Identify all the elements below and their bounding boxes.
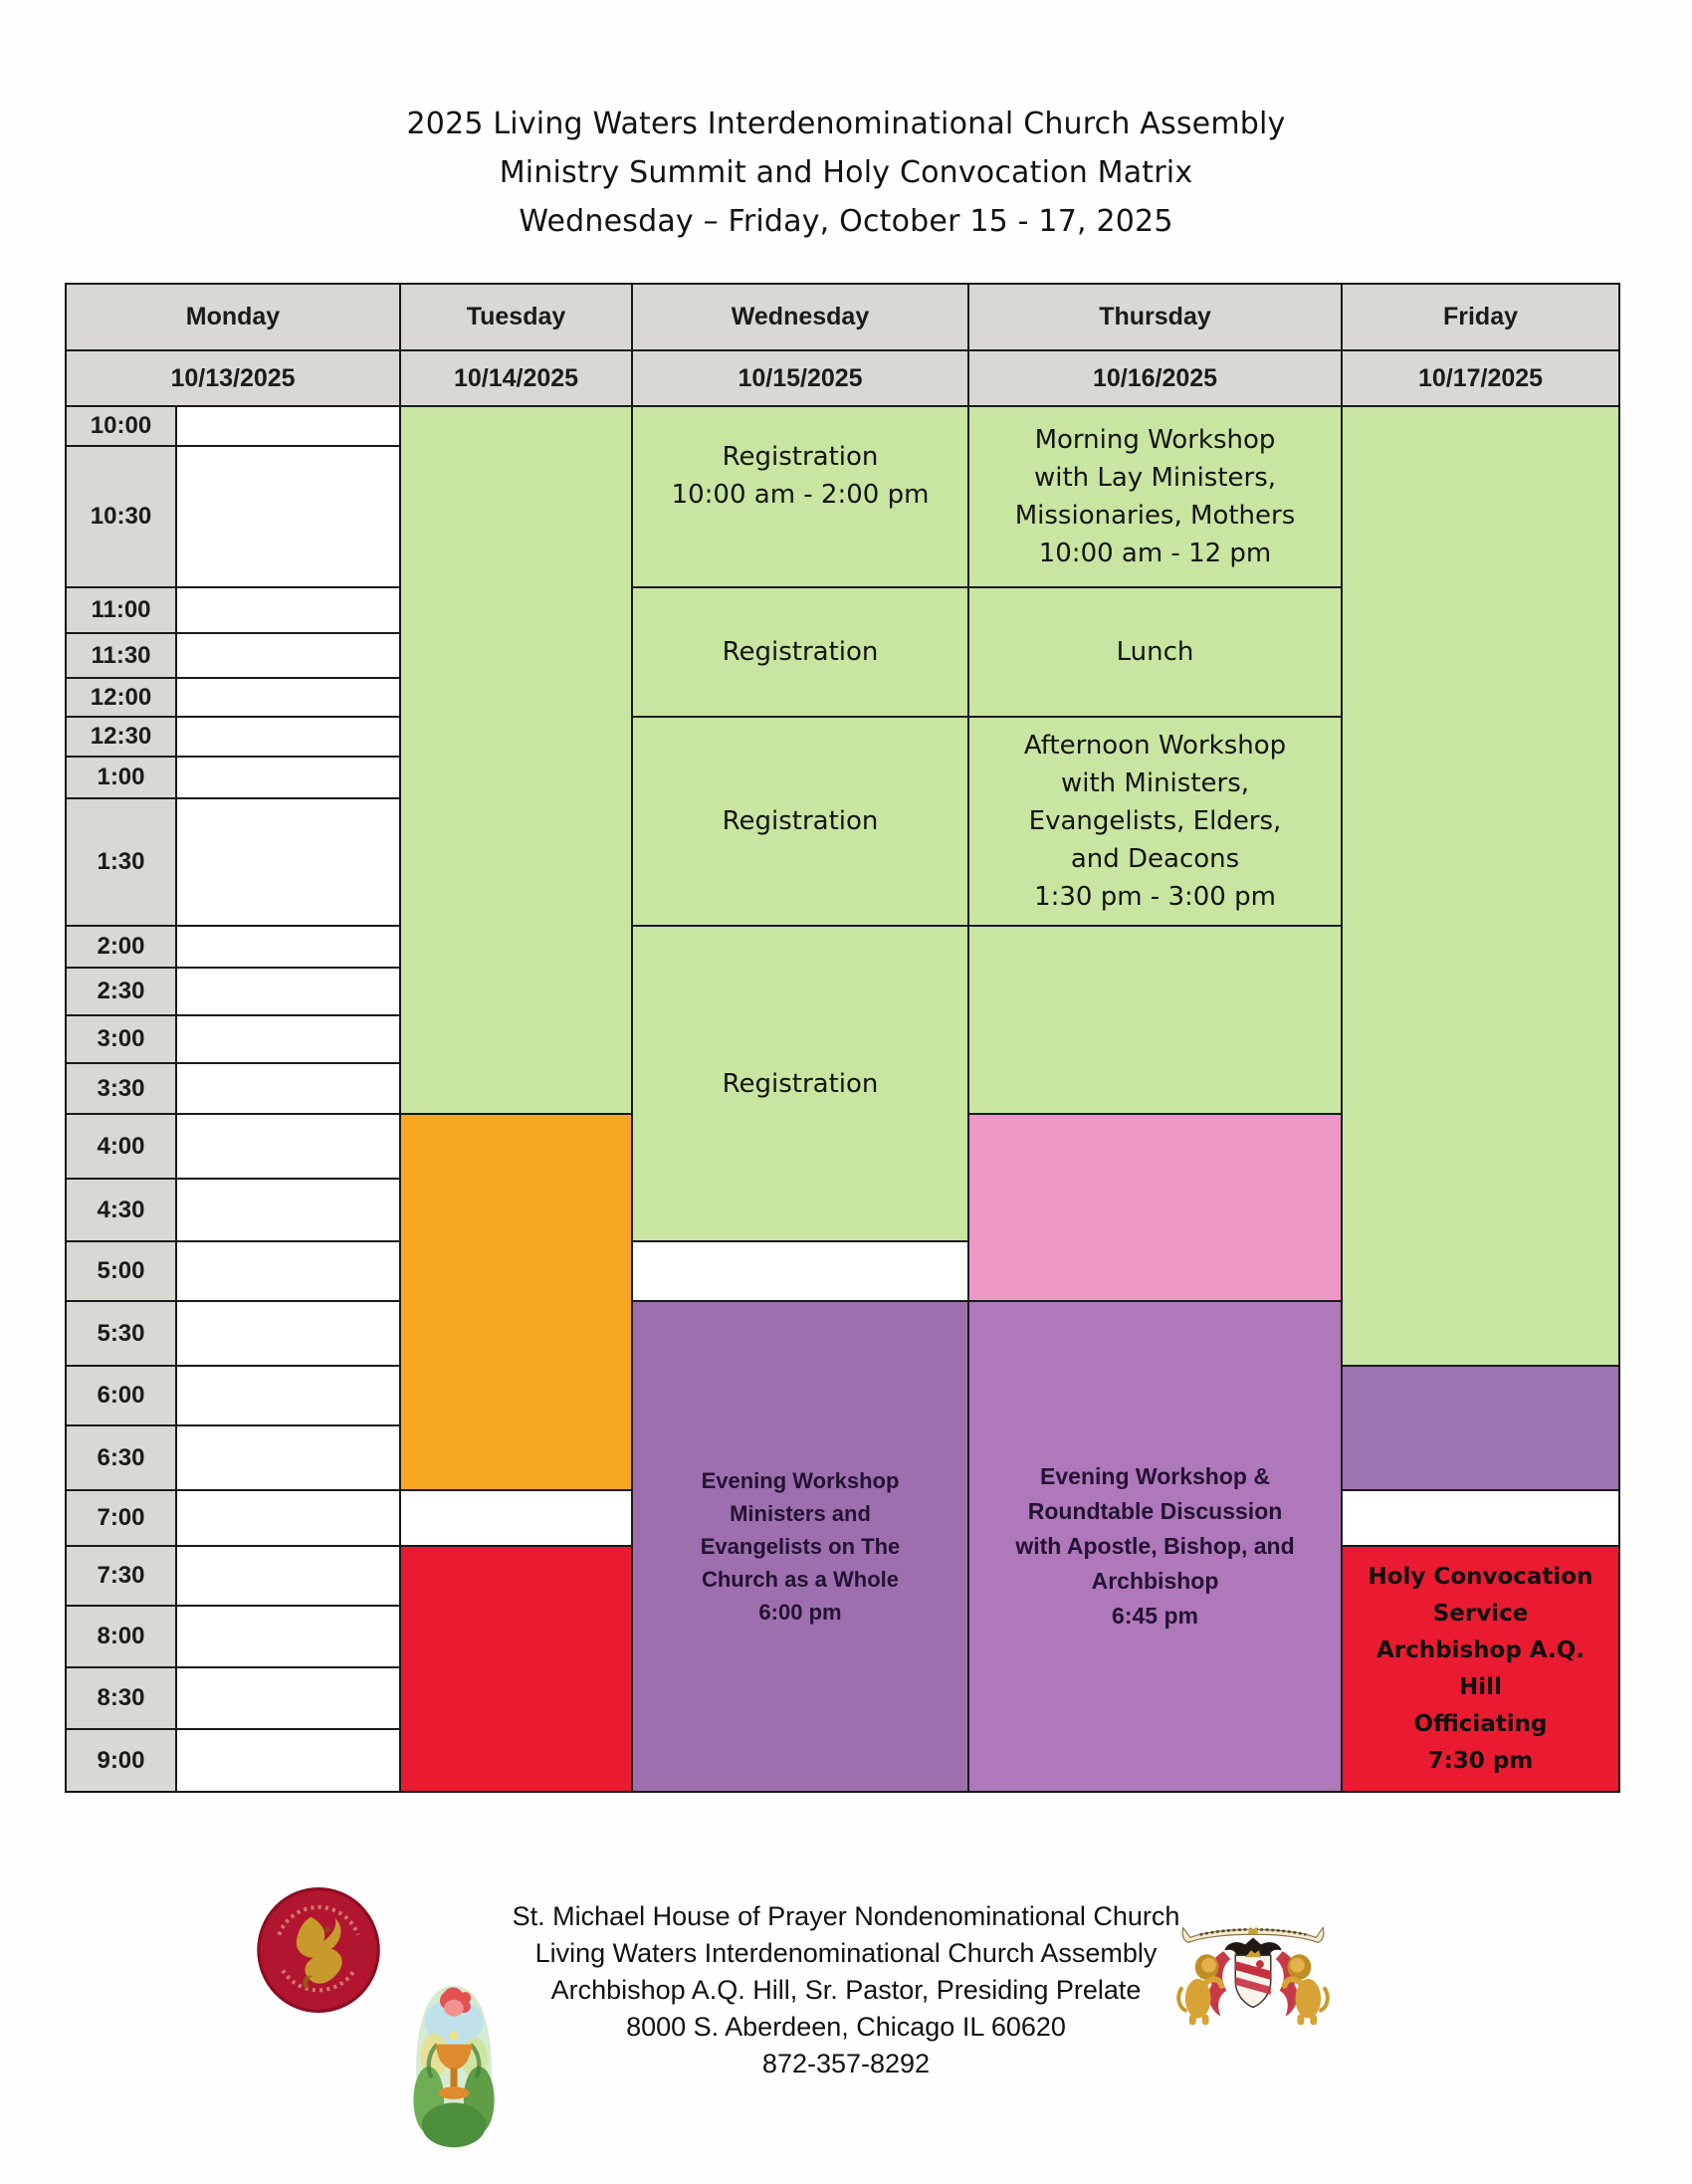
event-thursday-lunch — [968, 587, 1342, 717]
tuesday-gap-cell — [400, 1490, 632, 1546]
date-cell-thursday: 10/16/2025 — [968, 350, 1342, 406]
time-label: 11:30 — [66, 633, 176, 678]
time-label: 8:00 — [66, 1606, 176, 1667]
time-label: 10:30 — [66, 446, 176, 587]
monday-empty-cell — [176, 968, 400, 1015]
time-label: 7:00 — [66, 1490, 176, 1546]
footer-line: Archbishop A.Q. Hill, Sr. Pastor, Presiding Prelate — [550, 1975, 1142, 2005]
monday-empty-cell — [176, 1301, 400, 1366]
time-label: 1:00 — [66, 757, 176, 798]
event-line: Officiating — [1413, 1710, 1548, 1737]
event-wednesday-evening-workshop — [632, 1301, 968, 1792]
event-line: Roundtable Discussion — [1027, 1498, 1283, 1524]
title-line-3: Wednesday – Friday, October 15 - 17, 2025 — [519, 204, 1173, 239]
day-header-tuesday: Tuesday — [400, 284, 632, 350]
wednesday-gap-cell — [632, 1241, 968, 1301]
time-label: 9:00 — [66, 1729, 176, 1792]
monday-empty-cell — [176, 717, 400, 757]
event-line: Archbishop — [1091, 1568, 1219, 1594]
tuesday-green-block — [400, 406, 632, 1114]
time-label: 6:00 — [66, 1366, 176, 1425]
footer-line: 8000 S. Aberdeen, Chicago IL 60620 — [626, 2012, 1066, 2042]
monday-empty-cell — [176, 1366, 400, 1425]
event-line: Service — [1432, 1600, 1529, 1627]
event-line: 10:00 am - 2:00 pm — [671, 480, 930, 510]
time-label: 5:30 — [66, 1301, 176, 1366]
thursday-pink-block — [968, 1114, 1342, 1301]
event-line: with Apostle, Bishop, and — [1015, 1533, 1295, 1559]
event-wednesday-registration-4 — [632, 926, 968, 1241]
event-line: and Deacons — [1070, 844, 1240, 874]
monday-empty-cell — [176, 446, 400, 587]
monday-empty-cell — [176, 1425, 400, 1490]
footer-line: 872-357-8292 — [761, 2049, 931, 2078]
event-line: 7:30 pm — [1427, 1747, 1534, 1774]
event-thursday-evening-workshop — [968, 1301, 1342, 1792]
event-line: Registration — [722, 806, 879, 836]
event-line: with Ministers, — [1060, 768, 1250, 798]
monday-empty-cell — [176, 1729, 400, 1792]
monday-empty-cell — [176, 1063, 400, 1114]
thursday-green-gap-block — [968, 926, 1342, 1114]
footer-line: Living Waters Interdenominational Church Assembly — [534, 1938, 1158, 1968]
event-line: Missionaries, Mothers — [1014, 501, 1296, 531]
schedule-table — [66, 284, 1619, 1792]
event-line: Ministers and — [730, 1501, 871, 1526]
time-label: 6:30 — [66, 1425, 176, 1490]
document-title — [0, 100, 1692, 246]
monday-empty-cell — [176, 1490, 400, 1546]
time-label: 5:00 — [66, 1241, 176, 1301]
monday-empty-cell — [176, 1179, 400, 1241]
tuesday-orange-block — [400, 1114, 632, 1490]
time-label: 4:00 — [66, 1114, 176, 1179]
title-line-2: Ministry Summit and Holy Convocation Matrix — [499, 155, 1193, 190]
monday-empty-cell — [176, 406, 400, 446]
event-wednesday-registration-2 — [632, 587, 968, 717]
time-label: 1:30 — [66, 798, 176, 926]
monday-empty-cell — [176, 1241, 400, 1301]
title-line-1: 2025 Living Waters Interdenominational Church Assembly — [406, 107, 1286, 141]
monday-empty-cell — [176, 926, 400, 968]
time-label: 7:30 — [66, 1546, 176, 1606]
day-header-monday: Monday — [66, 284, 400, 350]
monday-empty-cell — [176, 1667, 400, 1729]
time-label: 3:00 — [66, 1015, 176, 1063]
event-line: Registration — [722, 1068, 879, 1099]
tuesday-red-block — [400, 1546, 632, 1792]
monday-empty-cell — [176, 1114, 400, 1179]
monday-empty-cell — [176, 1015, 400, 1063]
day-header-wednesday: Wednesday — [632, 284, 968, 350]
date-cell-monday: 10/13/2025 — [66, 350, 400, 406]
coat-of-arms-crest — [1174, 1917, 1332, 2029]
event-line: Morning Workshop — [1034, 425, 1276, 455]
date-cell-friday: 10/17/2025 — [1342, 350, 1619, 406]
day-header-friday: Friday — [1342, 284, 1619, 350]
time-label: 2:30 — [66, 968, 176, 1015]
time-label: 2:00 — [66, 926, 176, 968]
event-line: Registration — [722, 442, 879, 472]
event-wednesday-registration-1 — [632, 406, 968, 587]
event-line: Evangelists on The — [700, 1534, 901, 1559]
date-cell-wednesday: 10/15/2025 — [632, 350, 968, 406]
event-line: 6:00 pm — [758, 1600, 842, 1625]
event-friday-holy-convocation — [1342, 1546, 1619, 1792]
footer — [0, 1898, 1692, 2082]
monday-empty-cell — [176, 798, 400, 926]
friday-green-block — [1342, 406, 1619, 1366]
event-line: Holy Convocation — [1368, 1563, 1593, 1590]
time-label: 12:00 — [66, 678, 176, 717]
event-wednesday-registration-3 — [632, 717, 968, 926]
friday-gap-cell — [1342, 1490, 1619, 1546]
event-line: Church as a Whole — [701, 1567, 900, 1592]
event-thursday-morning-workshop — [968, 406, 1342, 587]
monday-empty-cell — [176, 757, 400, 798]
monday-empty-cell — [176, 1546, 400, 1606]
event-line: with Lay Ministers, — [1033, 463, 1277, 493]
chalice-emblem — [412, 1983, 496, 2150]
event-line: 1:30 pm - 3:00 pm — [1034, 882, 1276, 912]
church-seal-logo — [255, 1885, 382, 2015]
event-thursday-afternoon-workshop — [968, 717, 1342, 926]
event-line: Hill — [1459, 1673, 1502, 1700]
time-label: 8:30 — [66, 1667, 176, 1729]
time-label: 10:00 — [66, 406, 176, 446]
time-label: 11:00 — [66, 587, 176, 633]
date-cell-tuesday: 10/14/2025 — [400, 350, 632, 406]
monday-empty-cell — [176, 678, 400, 717]
friday-purple-block — [1342, 1366, 1619, 1490]
time-label: 3:30 — [66, 1063, 176, 1114]
monday-empty-cell — [176, 1606, 400, 1667]
day-header-thursday: Thursday — [968, 284, 1342, 350]
event-line: 10:00 am - 12 pm — [1038, 539, 1272, 568]
event-line: Evening Workshop — [701, 1468, 900, 1493]
time-label: 12:30 — [66, 717, 176, 757]
monday-empty-cell — [176, 633, 400, 678]
event-line: Lunch — [1116, 637, 1194, 667]
event-line: Evangelists, Elders, — [1028, 806, 1282, 836]
event-line: 6:45 pm — [1112, 1603, 1198, 1629]
event-line: Afternoon Workshop — [1023, 731, 1287, 761]
event-line: Archbishop A.Q. — [1375, 1637, 1586, 1663]
time-label: 4:30 — [66, 1179, 176, 1241]
footer-line: St. Michael House of Prayer Nondenominational Church — [512, 1901, 1180, 1931]
monday-empty-cell — [176, 587, 400, 633]
event-line: Registration — [722, 637, 879, 667]
event-line: Evening Workshop & — [1040, 1463, 1270, 1489]
